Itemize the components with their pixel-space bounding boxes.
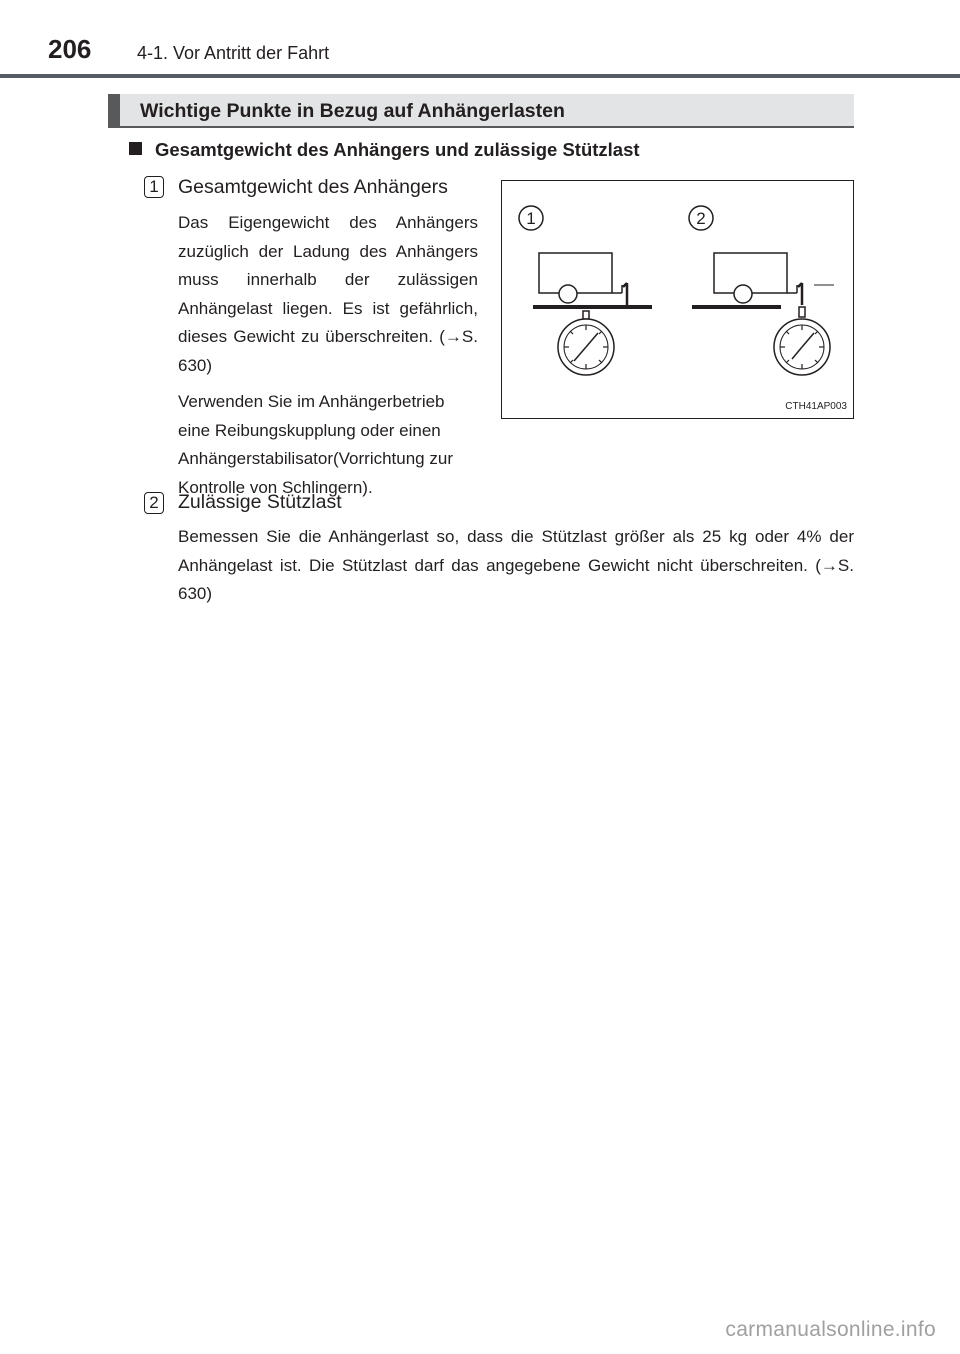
square-bullet-icon bbox=[129, 142, 142, 155]
item-2-body bbox=[178, 523, 854, 617]
item-2-paragraph-1: Bemessen Sie die Anhängerlast so, dass die Stützlast größer als 25 kg oder 4% der Anhängelast ist. Die Stützlast darf das angegebene Gewicht nicht überschreiten. (→S. 630) bbox=[178, 527, 854, 603]
item-1-paragraph-2: Verwenden Sie im Anhängerbetrieb eine Reibungskupplung oder einen Anhängerstabilisator(Vorrichtung zur Kontrolle von Schlingern). bbox=[178, 392, 453, 497]
trailer-weighing-illustration bbox=[533, 253, 652, 375]
section-title: Wichtige Punkte in Bezug auf Anhängerlasten bbox=[140, 100, 565, 122]
figure-label-2-badge bbox=[689, 206, 713, 230]
section-title-bar bbox=[108, 94, 854, 128]
item-1-paragraph-1: Das Eigengewicht des Anhängers zuzüglich der Ladung des Anhängers muss innerhalb der zulässigen Anhängelast liegen. Es ist gefährlich, dieses Gewicht zu überschreiten. (→S. 630) bbox=[178, 213, 478, 375]
item-2-title: Zulässige Stützlast bbox=[178, 491, 342, 513]
figure-code: CTH41AP003 bbox=[785, 401, 847, 412]
item-1-title: Gesamtgewicht des Anhängers bbox=[178, 176, 448, 198]
figure-label-1: 1 bbox=[526, 209, 536, 228]
watermark: carmanualsonline.info bbox=[725, 1318, 936, 1341]
trailer-load-figure bbox=[501, 180, 854, 419]
subheading bbox=[129, 139, 640, 161]
figure-label-2: 2 bbox=[696, 209, 706, 228]
trailer-load-diagram bbox=[502, 181, 855, 420]
item-1-body bbox=[178, 209, 478, 510]
chapter-title: 4-1. Vor Antritt der Fahrt bbox=[137, 43, 330, 63]
section-bar-accent bbox=[108, 94, 120, 128]
figure-label-1-badge bbox=[519, 206, 543, 230]
tongue-weight-illustration bbox=[692, 253, 834, 375]
header-rule bbox=[0, 74, 960, 78]
item-2-number-badge: 2 bbox=[144, 492, 164, 514]
item-1-number-badge: 1 bbox=[144, 176, 164, 198]
subheading-text: Gesamtgewicht des Anhängers und zulässige Stützlast bbox=[155, 139, 640, 160]
page-number: 206 bbox=[48, 34, 92, 64]
